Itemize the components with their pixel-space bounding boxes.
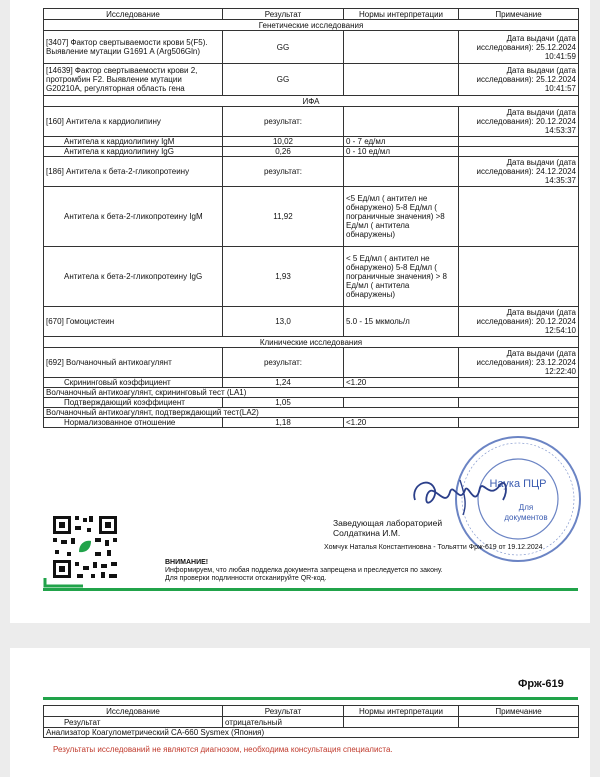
- header-test: Исследование: [44, 706, 223, 717]
- issue-date: [459, 418, 579, 428]
- table-row: [44, 408, 579, 418]
- norms-value: < 5 Ед/мл ( антител не обнаружено) 5-8 Ед/мл ( пограничные значения) > 8 Ед/мл ( антитела обнаружены): [344, 247, 459, 307]
- test-name: Антитела к бета-2-гликопротеину IgM: [44, 187, 223, 247]
- issue-date: [459, 187, 579, 247]
- results-table-2: [43, 705, 579, 738]
- header-note: Примечание: [459, 706, 579, 717]
- section-ifa: ИФА: [44, 96, 579, 107]
- table-row: [44, 247, 579, 307]
- norms-value: [344, 64, 459, 96]
- table-row: [44, 157, 579, 187]
- table-row: [44, 64, 579, 96]
- test-name: Нормализованное отношение: [44, 418, 223, 428]
- test-name: [670] Гомоцистеин: [44, 307, 223, 337]
- issue-date: [459, 137, 579, 147]
- result-value: 1,24: [223, 378, 344, 388]
- header-norms: Нормы интерпретации: [344, 9, 459, 20]
- result-value: результат:: [223, 348, 344, 378]
- signature-name: Солдаткина И.М.: [333, 528, 401, 538]
- result-value: результат:: [223, 107, 344, 137]
- test-name: [160] Антитела к кардиолипину: [44, 107, 223, 137]
- header-result: Результат: [223, 706, 344, 717]
- norms-value: <1.20: [344, 418, 459, 428]
- section-clinical: Клинические исследования: [44, 337, 579, 348]
- norms-value: 0 - 10 ед/мл: [344, 147, 459, 157]
- norms-value: <5 Ед/мл ( антител не обнаружено) 5-8 Ед/мл ( пограничные значения) >8 Ед/мл ( антитела обнаружены): [344, 187, 459, 247]
- table-row: [44, 418, 579, 428]
- result-value: 1,05: [223, 398, 344, 408]
- norms-value: [344, 398, 459, 408]
- issue-date: Дата выдачи (дата исследования): 20.12.2024 14:53:37: [459, 107, 579, 137]
- header-note: Примечание: [459, 9, 579, 20]
- footer-accent-line: [43, 588, 578, 591]
- signature-title: Заведующая лабораторией: [333, 518, 443, 528]
- notice-title: ВНИМАНИЕ!: [165, 559, 209, 566]
- result-value: GG: [223, 64, 344, 96]
- stamp-center-3: документов: [504, 513, 548, 522]
- norms-value: [344, 157, 459, 187]
- result-value: 1,18: [223, 418, 344, 428]
- notice-line-1: Информируем, что любая подделка документа запрещена и преследуется по закону.: [165, 567, 443, 574]
- table-row: [44, 107, 579, 137]
- norms-value: [344, 107, 459, 137]
- table-row: [44, 388, 579, 398]
- issue-date: [459, 398, 579, 408]
- test-name: [692] Волчаночный антикоагулянт: [44, 348, 223, 378]
- stamp-center-2: Для: [518, 503, 534, 512]
- analyzer-label: Анализатор Коагулометрический CA-660 Sysmex (Япония): [44, 728, 579, 738]
- norms-value: [344, 348, 459, 378]
- norms-value: [344, 31, 459, 64]
- notice-line-2: Для проверки подлинности отсканируйте QR-код.: [165, 575, 327, 582]
- test-name: Результат: [44, 717, 223, 728]
- result-value: 13,0: [223, 307, 344, 337]
- test-group-label: Волчаночный антикоагулянт, скрининговый тест (LA1): [44, 388, 579, 398]
- issue-date: [459, 247, 579, 307]
- issue-date: Дата выдачи (дата исследования): 20.12.2024 12:54:10: [459, 307, 579, 337]
- table-row: [44, 717, 579, 728]
- header-test: Исследование: [44, 9, 223, 20]
- test-name: Скрининговый коэффициент: [44, 378, 223, 388]
- test-name: Антитела к бета-2-гликопротеину IgG: [44, 247, 223, 307]
- norms-value: 5.0 - 15 мкмоль/л: [344, 307, 459, 337]
- test-name: [14639] Фактор свертываемости крови 2, протромбин F2. Выявление мутации G20210A, регуляторная область гена: [44, 64, 223, 96]
- page2-code: Фрж-619: [518, 678, 564, 690]
- table-row: [44, 378, 579, 388]
- result-value: 10,02: [223, 137, 344, 147]
- header-result: Результат: [223, 9, 344, 20]
- stamp-center-1: Наука ПЦР: [489, 478, 547, 490]
- test-name: Подтверждающий коэффициент: [44, 398, 223, 408]
- table-header: [44, 706, 579, 717]
- table-row: [44, 348, 579, 378]
- result-value: результат:: [223, 157, 344, 187]
- test-group-label: Волчаночный антикоагулянт, подтверждающий тест(LA2): [44, 408, 579, 418]
- norms-value: <1.20: [344, 378, 459, 388]
- result-value: GG: [223, 31, 344, 64]
- table-row: [44, 147, 579, 157]
- test-name: Антитела к кардиолипину IgM: [44, 137, 223, 147]
- section-genetic: Генетические исследования: [44, 20, 579, 31]
- table-row: [44, 31, 579, 64]
- table-row: [44, 728, 579, 738]
- header-norms: Нормы интерпретации: [344, 706, 459, 717]
- qr-code: [43, 508, 128, 588]
- result-value: отрицательный: [223, 717, 344, 728]
- results-table: [43, 8, 579, 428]
- issue-date: [459, 378, 579, 388]
- table-row: [44, 137, 579, 147]
- result-value: 1,93: [223, 247, 344, 307]
- issue-date: Дата выдачи (дата исследования): 25.12.2024 10:41:59: [459, 31, 579, 64]
- issue-date: [459, 717, 579, 728]
- norms-value: 0 - 7 ед/мл: [344, 137, 459, 147]
- result-value: 0,26: [223, 147, 344, 157]
- footer-line: Хомчук Наталья Константиновна - Тольятти Фрж-619 от 19.12.2024: [324, 544, 543, 551]
- issue-date: Дата выдачи (дата исследования): 24.12.2024 14:35:37: [459, 157, 579, 187]
- header-accent-line: [43, 697, 578, 700]
- disclaimer-warning: Результаты исследований не являются диагнозом, необходима консультация специалиста.: [53, 745, 393, 754]
- issue-date: Дата выдачи (дата исследования): 23.12.2024 12:22:40: [459, 348, 579, 378]
- issue-date: [459, 147, 579, 157]
- norms-value: [344, 717, 459, 728]
- test-name: Антитела к кардиолипину IgG: [44, 147, 223, 157]
- signature-image: [405, 470, 515, 520]
- result-value: 11,92: [223, 187, 344, 247]
- table-row: [44, 398, 579, 408]
- test-name: [186] Антитела к бета-2-гликопротеину: [44, 157, 223, 187]
- table-row: [44, 187, 579, 247]
- test-name: [3407] Фактор свертываемости крови 5(F5). Выявление мутации G1691 A (Arg506Gln): [44, 31, 223, 64]
- issue-date: Дата выдачи (дата исследования): 25.12.2024 10:41:57: [459, 64, 579, 96]
- table-row: [44, 307, 579, 337]
- table-header: [44, 9, 579, 20]
